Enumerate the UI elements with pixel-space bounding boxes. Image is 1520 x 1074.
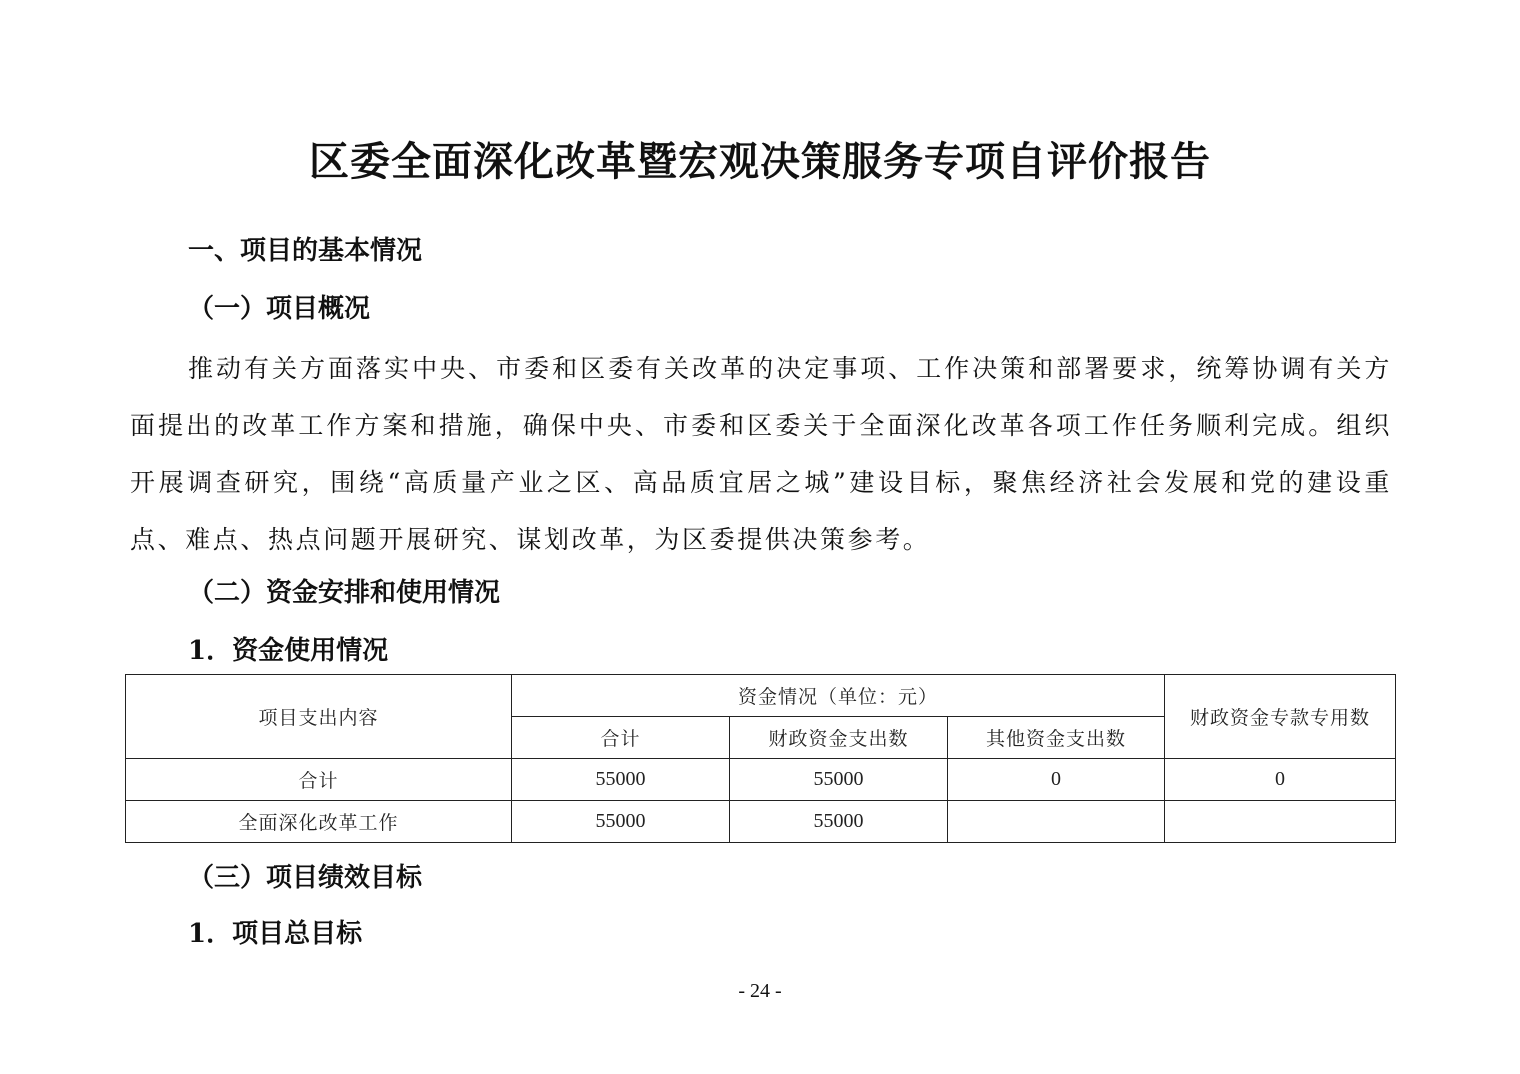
row-name: 合计	[126, 759, 512, 801]
row-other	[948, 801, 1165, 843]
row-name: 全面深化改革工作	[126, 801, 512, 843]
table-row	[126, 759, 1396, 801]
header-other-expense: 其他资金支出数	[948, 717, 1165, 759]
header-fund-status: 资金情况（单位：元）	[512, 675, 1165, 717]
item-overall-goal: 1．项目总目标	[188, 919, 363, 949]
subheading-performance-goals: （三）项目绩效目标	[188, 863, 423, 893]
section-heading-basic-info: 一、项目的基本情况	[188, 236, 423, 266]
row-fiscal: 55000	[730, 759, 948, 801]
page-number: - 24 -	[738, 980, 782, 1002]
subheading-project-overview: （一）项目概况	[188, 294, 371, 324]
row-special: 0	[1165, 759, 1396, 801]
row-special	[1165, 801, 1396, 843]
header-total: 合计	[512, 717, 730, 759]
table-row	[126, 801, 1396, 843]
subheading-fund-arrangement: （二）资金安排和使用情况	[188, 578, 501, 608]
header-expense-content: 项目支出内容	[126, 675, 512, 759]
document-title: 区委全面深化改革暨宏观决策服务专项自评价报告	[309, 138, 1211, 185]
header-fiscal-expense: 财政资金支出数	[730, 717, 948, 759]
item-fund-usage: 1．资金使用情况	[188, 636, 389, 666]
fund-usage-table	[125, 674, 1396, 843]
row-fiscal: 55000	[730, 801, 948, 843]
row-total: 55000	[512, 759, 730, 801]
row-total: 55000	[512, 801, 730, 843]
row-other: 0	[948, 759, 1165, 801]
header-special-use: 财政资金专款专用数	[1165, 675, 1396, 759]
project-overview-paragraph: 推动有关方面落实中央、市委和区委有关改革的决定事项、工作决策和部署要求，统筹协调有关方面提出的改革工作方案和措施，确保中央、市委和区委关于全面深化改革各项工作任务顺利完成。组织开展调查研究，围绕“高质量产业之区、高品质宜居之城”建设目标，聚焦经济社会发展和党的建设重点、难点、热点问题开展研究、谋划改革，为区委提供决策参考。	[130, 354, 1392, 554]
table-header-row	[126, 675, 1396, 717]
